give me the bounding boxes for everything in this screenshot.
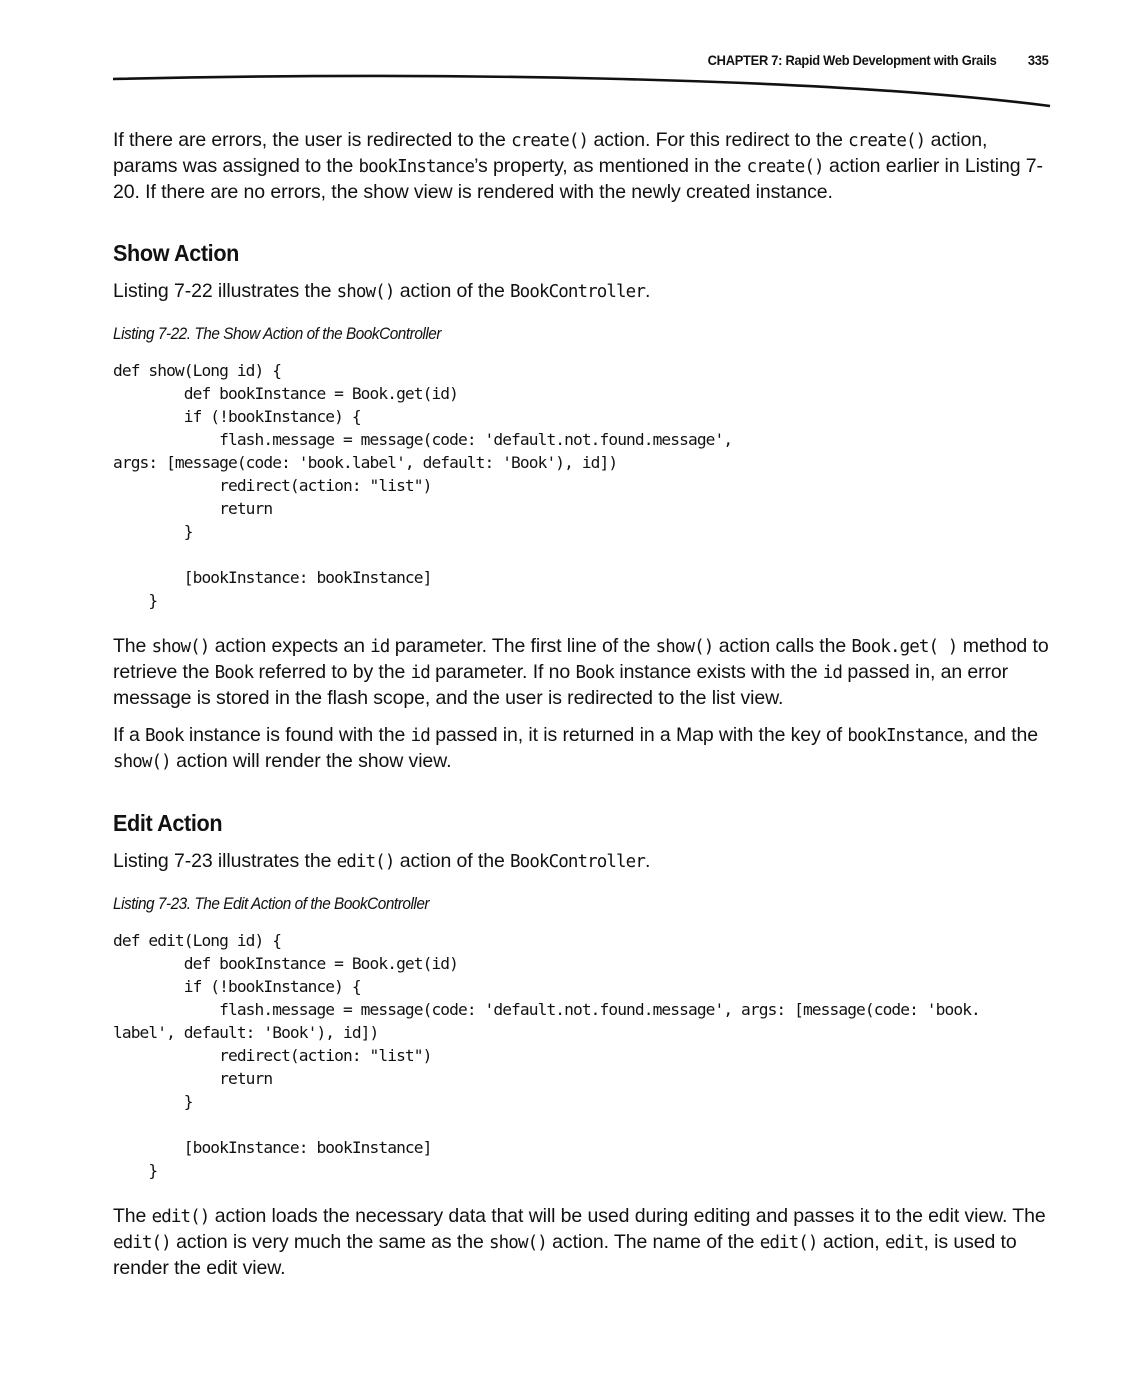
listing-7-22-code: def show(Long id) { def bookInstance = Book.get(id) if (!bookInstance) { flash.message = message(code: 'default.not.found.message', args: [message(code: 'book.label', default: 'Book'), id]) redirect(action: "list") return } [bookInstance: bookInstance] } — [113, 361, 733, 610]
listing-7-22-caption: Listing 7-22. The Show Action of the BookController — [113, 325, 441, 343]
running-head — [708, 52, 1049, 68]
edit-action-heading: Edit Action — [113, 810, 223, 836]
show-explanation-paragraph: The show() action expects an id parameter. The first line of the show() action calls the Book.get( ) method to retrieve the Book referred to by the id parameter. If no Book instance exists with the id passed in, an error message is stored in the flash scope, and the user is redirected to the list view. — [113, 635, 1049, 709]
header-rule — [113, 70, 1053, 112]
edit-lead-paragraph: Listing 7-23 illustrates the edit() action of the BookController. — [113, 850, 651, 872]
edit-explanation-paragraph: The edit() action loads the necessary data that will be used during editing and passes it to the edit view. The edit() action is very much the same as the show() action. The name of the edit() action, edit, is used to render the edit view. — [113, 1205, 1046, 1279]
show-lead-paragraph: Listing 7-22 illustrates the show() action of the BookController. — [113, 280, 651, 302]
page-number: 335 — [1028, 52, 1049, 68]
show-result-paragraph: If a Book instance is found with the id passed in, it is returned in a Map with the key of bookInstance, and the show() action will render the show view. — [113, 724, 1039, 772]
page-content — [113, 128, 1053, 1281]
listing-7-23-code: def edit(Long id) { def bookInstance = Book.get(id) if (!bookInstance) { flash.message = message(code: 'default.not.found.message', args: [message(code: 'book. label', default: 'Book'), id]) redirect(action: "list") return } [bookInstance: bookInstance] } — [113, 931, 980, 1180]
running-title: CHAPTER 7: Rapid Web Development with Grails — [708, 52, 998, 68]
intro-paragraph: If there are errors, the user is redirected to the create() action. For this redirect to the create() action, params was assigned to the bookInstance’s property, as mentioned in the create() action earlier in Listing 7-20. If there are no errors, the show view is rendered with the newly created instance. — [113, 129, 1043, 203]
listing-7-23-caption: Listing 7-23. The Edit Action of the BookController — [113, 895, 430, 913]
show-action-heading: Show Action — [113, 240, 239, 266]
